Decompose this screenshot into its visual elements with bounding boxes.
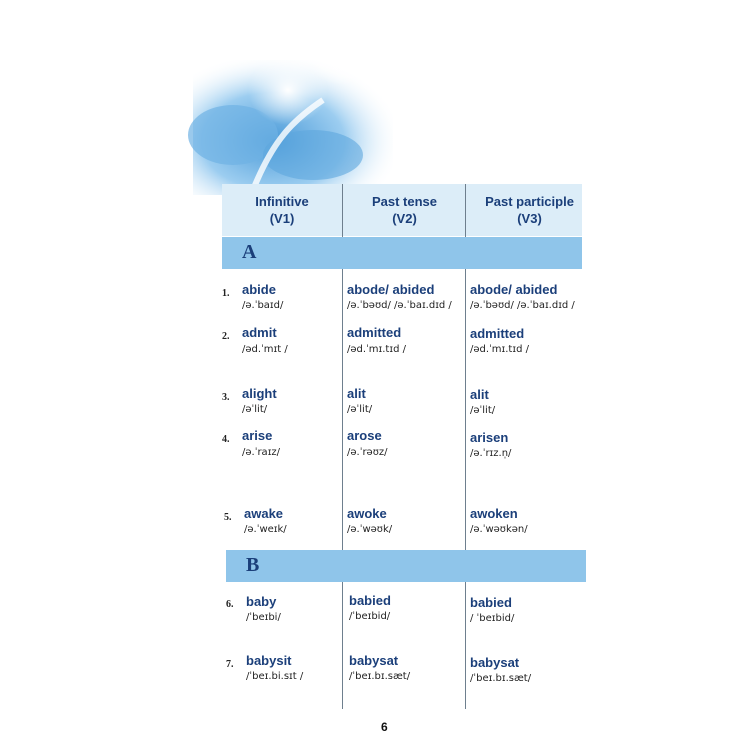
- past-participle-ipa: /ˈbeɪ.bɪ.sæt/: [470, 673, 532, 684]
- past-participle-word: babysat: [470, 655, 520, 670]
- past-tense-word: arose: [347, 428, 382, 443]
- past-tense-ipa: /ə.ˈbəʊd/ /ə.ˈbaɪ.dɪd /: [347, 300, 452, 311]
- past-participle-word: abode/ abided: [470, 282, 558, 297]
- infinitive-word: abide: [242, 282, 276, 297]
- past-tense-ipa: /ə.ˈrəʊz/: [347, 447, 388, 458]
- infinitive-word: admit: [242, 325, 277, 340]
- column-header-sub: (V1): [269, 211, 295, 226]
- past-participle-word: awoken: [470, 506, 518, 521]
- infinitive-word: alight: [242, 386, 277, 401]
- table-header: [222, 184, 582, 236]
- past-participle-word: babied: [470, 595, 512, 610]
- infinitive-ipa: /ˈbeɪbi/: [246, 612, 281, 623]
- past-tense-word: abode/ abided: [347, 282, 435, 297]
- entry-number: 6.: [226, 599, 234, 610]
- past-participle-ipa: /əˈlit/: [470, 405, 496, 416]
- page-number: 6: [381, 720, 388, 734]
- past-tense-word: admitted: [347, 325, 402, 340]
- infinitive-ipa: /əˈlit/: [242, 404, 268, 415]
- past-participle-word: admitted: [470, 326, 525, 341]
- past-tense-ipa: /ˈbeɪ.bɪ.sæt/: [349, 671, 411, 682]
- infinitive-ipa: /əd.ˈmɪt /: [242, 344, 288, 355]
- infinitive-word: awake: [244, 506, 284, 521]
- column-header-infinitive: [222, 184, 342, 236]
- column-header-past-tense: [343, 184, 466, 236]
- entry-number: 3.: [222, 392, 230, 403]
- past-participle-ipa: / ˈbeɪbid/: [470, 613, 515, 624]
- section-band-a: [222, 237, 582, 269]
- past-tense-ipa: /əˈlit/: [347, 404, 373, 415]
- column-header-label: Past tense: [371, 194, 438, 209]
- infinitive-ipa: /ə.ˈraɪz/: [242, 447, 281, 458]
- infinitive-ipa: /ə.ˈbaɪd/: [242, 300, 284, 311]
- column-header-sub: (V3): [517, 211, 542, 226]
- entry-number: 7.: [226, 659, 234, 670]
- past-participle-word: arisen: [470, 430, 509, 445]
- past-tense-word: babysat: [349, 653, 399, 668]
- entry-number: 5.: [224, 512, 232, 523]
- section-letter: B: [246, 554, 260, 576]
- section-letter: A: [242, 241, 257, 263]
- infinitive-ipa: /ə.ˈweɪk/: [244, 524, 287, 535]
- column-header-label: Past participle: [485, 194, 574, 209]
- infinitive-word: babysit: [246, 653, 292, 668]
- past-participle-ipa: /ə.ˈrɪz.n̩/: [470, 448, 512, 459]
- past-tense-ipa: /ə.ˈwəʊk/: [347, 524, 393, 535]
- infinitive-ipa: /ˈbeɪ.bi.sɪt /: [246, 671, 304, 682]
- infinitive-word: arise: [242, 428, 273, 443]
- past-tense-ipa: /əd.ˈmɪ.tɪd /: [347, 344, 406, 355]
- entry-number: 4.: [222, 434, 230, 445]
- past-tense-word: awoke: [347, 506, 387, 521]
- past-participle-word: alit: [470, 387, 489, 402]
- past-participle-ipa: /ə.ˈbəʊd/ /ə.ˈbaɪ.dɪd /: [470, 300, 575, 311]
- infinitive-word: baby: [246, 594, 277, 609]
- decorative-flower-image: [193, 20, 393, 195]
- past-tense-word: alit: [347, 386, 366, 401]
- past-participle-ipa: /əd.ˈmɪ.tɪd /: [470, 344, 529, 355]
- past-tense-word: babied: [349, 593, 391, 608]
- past-tense-ipa: /ˈbeɪbid/: [349, 611, 391, 622]
- column-header-sub: (V2): [392, 211, 417, 226]
- entry-number: 1.: [222, 288, 230, 299]
- past-participle-ipa: /ə.ˈwəʊkən/: [470, 524, 528, 535]
- entry-number: 2.: [222, 331, 230, 342]
- column-header-past-participle: [467, 184, 592, 236]
- column-header-label: Infinitive: [255, 194, 309, 209]
- section-band-b: [226, 550, 586, 582]
